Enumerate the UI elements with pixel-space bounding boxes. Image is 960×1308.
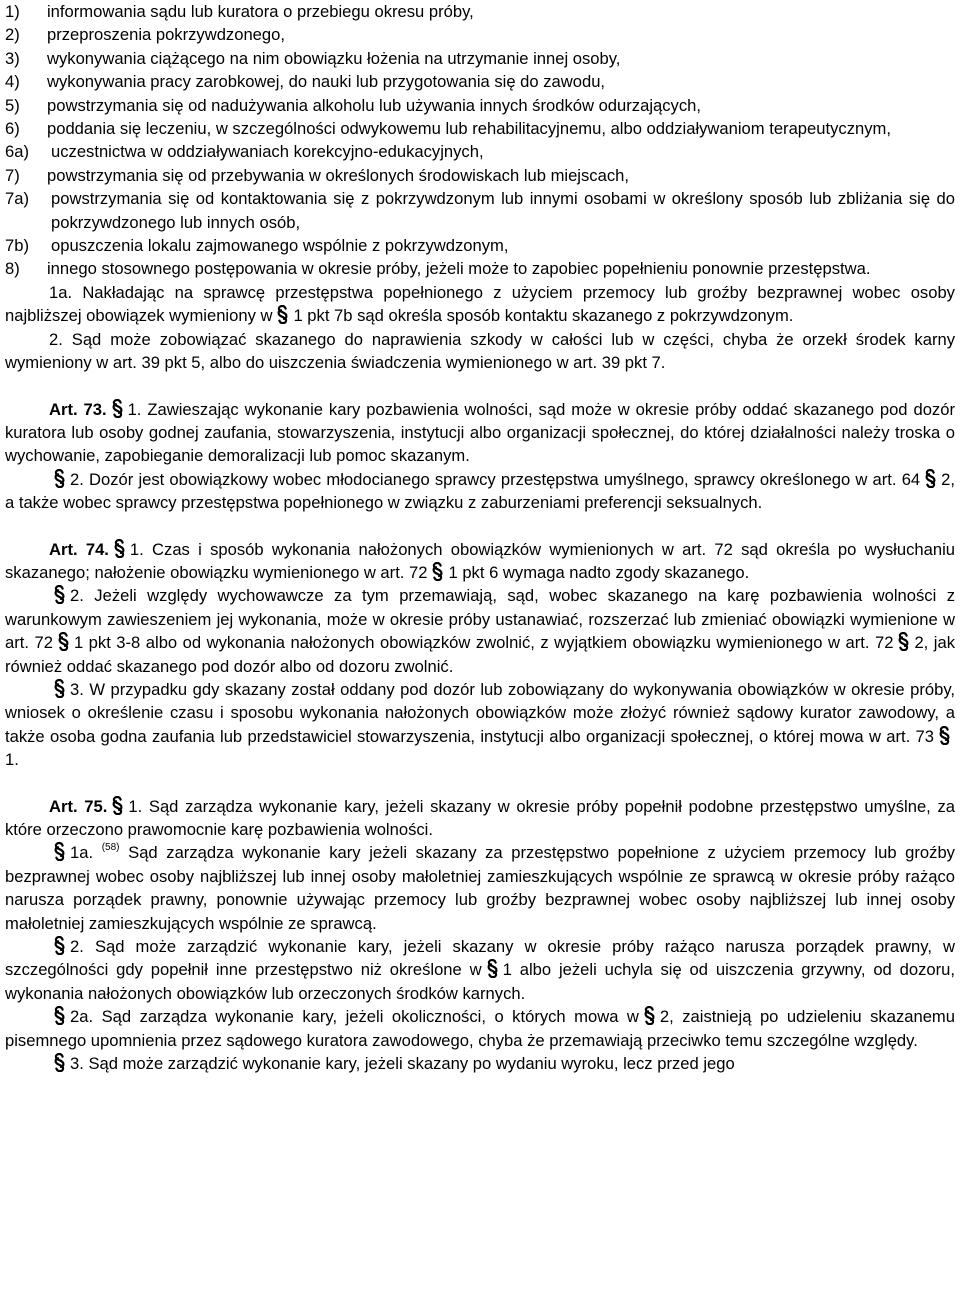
- paragraph-number: 1a.: [70, 843, 94, 863]
- section-sign-icon: [431, 562, 444, 581]
- paragraph-text: 1 pkt 3-8 albo od wykonania nałożonych obowiązków zwolnić, z wyjątkiem obowiązku wymienionego w art. 72: [73, 633, 894, 653]
- art-75-paragraph-2a: [5, 1005, 955, 1052]
- paragraph-text: Jeżeli względy wychowawcze za tym przemawiają, sąd, wobec skazanego na karę pozbawienia wolności z warunkowym zawieszeniem jej wykonania, może w okresie próby ustanawiać, rozszerzać lub zmieniać obowiązki wymienione w art. 72: [5, 586, 955, 653]
- art-73-paragraph-1: [5, 398, 955, 468]
- list-item-number: 1): [5, 2, 20, 21]
- paragraph-text: Sąd może zarządzić wykonanie kary, jeżeli skazany w okresie próby rażąco narusza porządek prawny, w szczególności gdy popełnił inne przestępstwo niż określone w: [5, 937, 955, 980]
- section-sign-icon: [53, 842, 66, 861]
- list-item-number: 4): [5, 72, 20, 92]
- list-item-number: 2): [5, 25, 20, 45]
- paragraph-text: 1.: [5, 750, 19, 770]
- paragraph-text: Sąd może zarządzić wykonanie kary, jeżeli skazany po wydaniu wyroku, lecz przed jego: [88, 1054, 735, 1074]
- paragraph-number: 3.: [70, 1054, 84, 1074]
- art-75-paragraph-1: [5, 795, 955, 842]
- section-sign-icon: [53, 585, 66, 604]
- footnote-reference[interactable]: (58): [101, 842, 120, 854]
- article-heading: Art. 73.: [49, 399, 107, 419]
- list-item-text: powstrzymania się od przebywania w określonych środowiskach lub miejscach,: [47, 165, 629, 185]
- paragraph-text: 1 albo jeżeli uchyla się od uiszczenia grzywny, od dozoru, wykonania nałożonych obowiązków lub orzeczonych środków karnych.: [5, 960, 956, 1003]
- paragraph-text: Dozór jest obowiązkowy wobec młodocianego sprawcy przestępstwa umyślnego, sprawcy określonego w art. 64: [89, 469, 921, 489]
- art-73-paragraph-2: [5, 468, 955, 515]
- section-sign-icon: [924, 469, 937, 488]
- section-sign-icon: [111, 796, 124, 815]
- section-sign-icon: [111, 399, 124, 418]
- list-item: [5, 0, 955, 23]
- paragraph-number: 3.: [70, 679, 84, 699]
- list-item-number: 7a): [5, 189, 29, 209]
- section-sign-icon: [53, 469, 66, 488]
- section-sign-icon: [938, 726, 951, 745]
- section-sign-icon: [53, 1006, 66, 1025]
- paragraph-text: 1 pkt 7b sąd określa sposób kontaktu skazanego z pokrzywdzonym.: [293, 306, 794, 326]
- paragraph-2: [5, 328, 955, 375]
- list-item-text: poddania się leczeniu, w szczególności odwykowemu lub rehabilitacyjnemu, albo oddziaływaniom terapeutycznym,: [47, 119, 891, 139]
- list-item-number: 7): [5, 165, 20, 185]
- list-item: [5, 23, 955, 46]
- obligations-list: [5, 0, 955, 281]
- list-item-text: wykonywania ciążącego na nim obowiązku łożenia na utrzymanie innej osoby,: [47, 48, 621, 68]
- list-item-text: przeproszenia pokrzywdzonego,: [47, 25, 285, 45]
- paragraph-text: 2, a także wobec sprawcy przestępstwa popełnionego w związku z zaburzeniami preferencji seksualnych.: [5, 469, 955, 513]
- article-heading: Art. 74.: [49, 539, 109, 559]
- paragraph-number: 1.: [127, 399, 142, 419]
- paragraph-text: Nakładając na sprawcę przestępstwa popełnionego z użyciem przemocy lub groźby bezprawnej wobec osoby najbliższej obowiązek wymieniony w: [5, 282, 955, 326]
- list-item-text: powstrzymania się od kontaktowania się z pokrzywdzonym lub innymi osobami w określony sposób lub zbliżania się do pokrzywdzonego lub innych osób,: [51, 189, 955, 232]
- section-sign-icon: [53, 1053, 66, 1072]
- list-item-number: 6): [5, 119, 20, 139]
- paragraph-text: W przypadku gdy skazany został oddany pod dozór lub zobowiązany do wykonywania obowiązków w okresie próby, wniosek o określenie czasu i sposobu wykonania nałożonych obowiązków może złożyć również sądowy kurator zawodowy, a także osoba godna zaufania lub przedstawiciel stowarzyszenia, instytucji albo organizacji społecznej, o której mowa w art. 73: [5, 679, 955, 746]
- list-item-text: innego stosownego postępowania w okresie próby, jeżeli może to zapobiec popełnieniu ponownie przestępstwa.: [47, 259, 871, 279]
- art-75-paragraph-3: [5, 1052, 955, 1075]
- list-item-text: wykonywania pracy zarobkowej, do nauki lub przygotowania się do zawodu,: [47, 72, 606, 92]
- section-sign-icon: [486, 959, 499, 978]
- list-item: [5, 234, 955, 257]
- paragraph-number: 2.: [70, 469, 84, 489]
- list-item-number: 8): [5, 259, 20, 279]
- paragraph-text: 1 pkt 6 wymaga nadto zgody skazanego.: [448, 562, 750, 582]
- list-item: [5, 94, 955, 117]
- art-74-paragraph-2: [5, 584, 955, 678]
- art-74-paragraph-1: [5, 538, 955, 585]
- list-item: [5, 47, 955, 70]
- section-sign-icon: [276, 305, 289, 324]
- list-item: [5, 187, 955, 234]
- art-75-paragraph-1a: [5, 841, 955, 935]
- section-sign-icon: [53, 679, 66, 698]
- list-item: [5, 70, 955, 93]
- list-item: [5, 117, 955, 140]
- section-sign-icon: [57, 632, 70, 651]
- list-item-text: informowania sądu lub kuratora o przebiegu okresu próby,: [47, 2, 474, 21]
- paragraph-number: 1.: [129, 539, 144, 559]
- list-item-number: 5): [5, 95, 20, 115]
- list-item: [5, 140, 955, 163]
- paragraph-text: Zawieszając wykonanie kary pozbawienia wolności, sąd może w okresie próby oddać skazanego pod dozór kuratora lub osoby godnej zaufania, stowarzyszenia, instytucji albo organizacji społecznej, do której działalności należy troska o wychowanie, zapobieganie demoralizacji lub pomoc skazanym.: [5, 399, 955, 466]
- paragraph-number: 2a.: [70, 1007, 94, 1027]
- paragraph-text: Sąd zarządza wykonanie kary, jeżeli skazany w okresie próby popełnił podobne przestępstwo umyślne, za które orzeczono prawomocnie karę pozbawienia wolności.: [5, 796, 955, 839]
- list-item-number: 7b): [5, 236, 29, 256]
- paragraph-1a: [5, 281, 955, 328]
- paragraph-number: 2.: [49, 329, 63, 349]
- paragraph-text: Czas i sposób wykonania nałożonych obowiązków wymienionych w art. 72 sąd określa po wysłuchaniu skazanego; nałożenie obowiązku wymienionego w art. 72: [5, 539, 955, 582]
- paragraph-number: 2.: [70, 586, 84, 606]
- paragraph-text: Sąd zarządza wykonanie kary jeżeli skazany za przestępstwo popełnione z użyciem przemocy lub groźby bezprawnej wobec osoby najbliższej lub innej osoby małoletniej zamieszkujących wspólnie ze sprawcą w okresie próby rażąco narusza porządek prawny, ponownie używając przemocy lub groźby bezprawnej wobec osoby najbliższej lub innej osoby małoletniej zamieszkujących wspólnie ze sprawcą.: [5, 843, 955, 933]
- art-74-paragraph-3: [5, 678, 955, 772]
- art-75-paragraph-2: [5, 935, 955, 1005]
- paragraph-number: 2.: [70, 937, 84, 957]
- paragraph-number: 1.: [128, 796, 143, 816]
- document-page: [5, 0, 955, 1075]
- list-item-number: 3): [5, 48, 20, 68]
- list-item-number: 6a): [5, 142, 29, 162]
- paragraph-text: Sąd zarządza wykonanie kary, jeżeli okoliczności, o których mowa w: [101, 1007, 639, 1027]
- section-sign-icon: [113, 539, 126, 558]
- paragraph-number: 1a.: [49, 282, 73, 302]
- section-sign-icon: [643, 1006, 656, 1025]
- paragraph-text: Sąd może zobowiązać skazanego do naprawienia szkody w całości lub w części, chyba że orzekł środek karny wymieniony w art. 39 pkt 5, albo do uiszczenia świadczenia wymienionego w art. 39 pkt 7.: [5, 329, 955, 373]
- list-item: [5, 257, 955, 280]
- list-item-text: uczestnictwa w oddziaływaniach korekcyjno-edukacyjnych,: [51, 142, 484, 162]
- list-item-text: opuszczenia lokalu zajmowanego wspólnie z pokrzywdzonym,: [51, 236, 509, 256]
- article-heading: Art. 75.: [49, 796, 108, 816]
- paragraph-text: 2, zaistnieją po udzieleniu skazanemu pisemnego upomnienia przez sądowego kuratora zawodowego, chyba że przemawiają przeciwko temu szczególne względy.: [5, 1007, 955, 1050]
- list-item: [5, 164, 955, 187]
- paragraph-text: 2, jak również oddać skazanego pod dozór albo od dozoru zwolnić.: [5, 633, 955, 676]
- section-sign-icon: [53, 936, 66, 955]
- section-sign-icon: [897, 632, 910, 651]
- list-item-text: powstrzymania się od nadużywania alkoholu lub używania innych środków odurzających,: [47, 95, 701, 115]
